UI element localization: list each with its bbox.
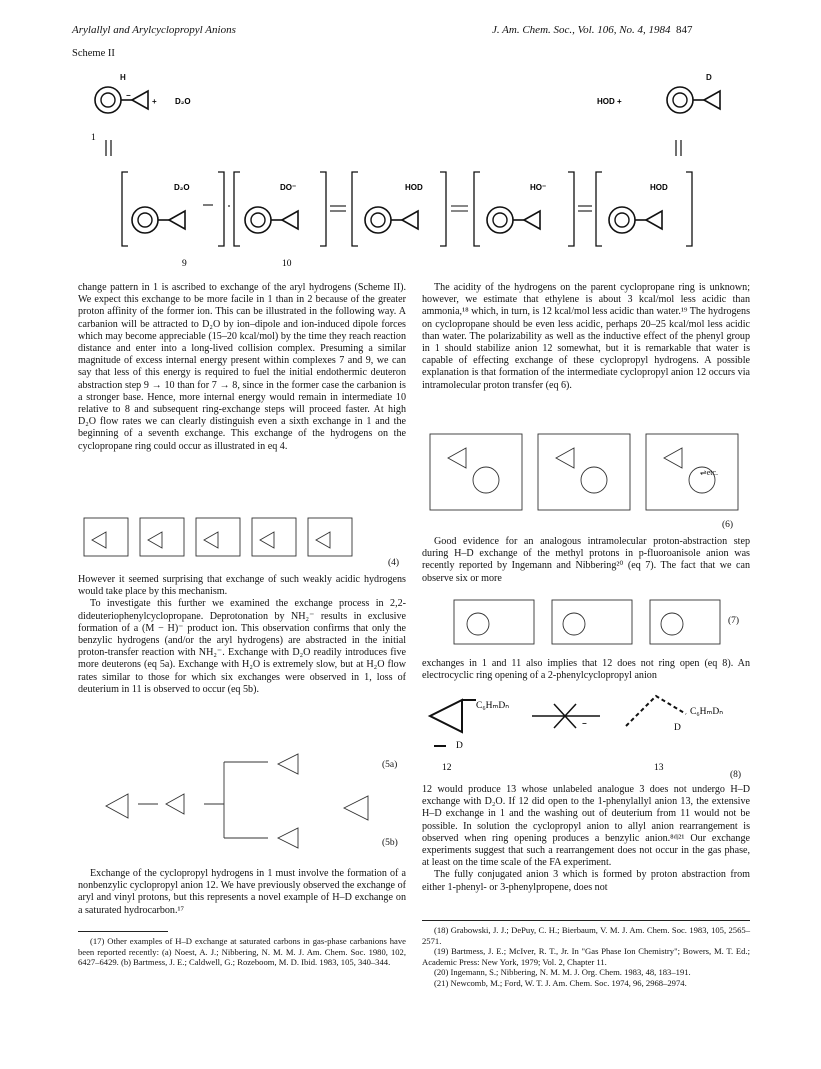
svg-text:H: H [120, 73, 126, 82]
left-paragraph-1: change pattern in 1 is ascribed to exchange of the aryl hydrogens (Scheme II). We expect this exchange to be more facile in 1 than in 2 because of the greater proton affinity of the former ion. This can be illustrated in the following way. A carbanion will be attracted to D₂O by ion–dipole and ion-induced dipole forces which may become appreciable (15–20 kcal/mol) by the time they reach reaction distance and enter into a long-lived collision complex. Presuming a similar magnitude of excess internal energy present within complexes 7 and 9, we can say that less of this energy is required to fuel the initial endothermic deuteron abstraction step 9 → 10 than for 7 → 8, since in the former case the carbanion is a stronger base. Hence, more internal energy would remain in intermediate 10 relative to 8 and subsequent ring-exchange steps will proceed faster. At high D₂O flow rates we can clearly distinguish even a sixth exchange in 1 and the beginning of a seventh exchange. This exchange of the hydrogens on the cyclopropane ring could occur as illustrated in eq 4. [78, 282, 406, 452]
footnote-19: (19) Bartmess, J. E.; McIver, R. T., Jr. In "Gas Phase Ion Chemistry"; Bowers, M. T. Ed.; Academic Press: New York, 1979; Vol. 2, Chapter 11. [422, 946, 750, 967]
svg-text:+: + [152, 97, 157, 106]
footnote-18: (18) Grabowski, J. J.; DePuy, C. H.; Bierbaum, V. M. J. Am. Chem. Soc. 1983, 105, 2565–2571. [422, 925, 750, 946]
footnote-rule-right [422, 920, 750, 921]
right-paragraph-5: The fully conjugated anion 3 which is formed by proton abstraction from either 1-phenyl- or 3-phenylpropene, does not [422, 869, 750, 893]
right-paragraph-1: The acidity of the hydrogens on the parent cyclopropane ring is unknown; however, we estimate that ethylene is about 3 kcal/mol less acidic than ammonia,¹⁸ which, in turn, is 12 kcal/mol less acidic than water.¹⁹ The hydrogens on cyclopropane should be even less acidic, perhaps 20–25 kcal/mol less acidic than water. The polarizability as well as the inductive effect of the phenyl group in 1 should stabilize anion 12 somewhat, but it is remarkable that water is capable of effecting exchange of these cyclopropyl hydrogens. A possible explanation is that formation of the intermediate cyclopropyl anion 12 occurs via intramolecular proton transfer (eq 6). [422, 282, 750, 391]
hod-product: HOD + [597, 97, 622, 106]
equation-7-figure [422, 596, 722, 648]
scheme-ii-figure [0, 0, 821, 280]
right-column-3 [422, 658, 750, 682]
footnote-17: (17) Other examples of H–D exchange at saturated carbons in gas-phase carbanions have been reported recently: (a) Noest, A. J.; Nibbering, N. M. M. J. Am. Chem. Soc. 1980, 102, 6427–6429. (b) Bartmess, J. E.; Caldwell, G.; Rozeboom, M. D. Ibid. 1983, 105, 340–344. [78, 936, 406, 967]
running-title: Arylallyl and Arylcyclopropyl Anions [72, 24, 236, 36]
eq8-substituent-2: C₆HₘDₙ [690, 707, 724, 717]
svg-text:D: D [456, 741, 463, 751]
left-column [78, 282, 406, 453]
right-column [422, 282, 750, 392]
svg-text:−: − [126, 91, 131, 100]
left-column-2 [78, 574, 406, 696]
right-column-2 [422, 536, 750, 585]
d2o-reagent: D₂O [175, 97, 191, 106]
right-paragraph-2: Good evidence for an analogous intramolecular proton-abstraction step during H–D exchange of the methyl protons in p-fluoroanisole anion was recently reported by Ingemann and Nibbering²⁰ (eq 7). The fact that we can observe six or more [422, 536, 750, 584]
left-column-3 [78, 868, 406, 917]
eq6-number: (6) [722, 520, 734, 530]
left-paragraph-3: To investigate this further we examined the exchange process in 2,2-dideuteriophenylcyclopropane. Deprotonation by NH₂⁻ results in exclusive formation of a (M − H)⁻ product ion. This observation confirms that only the benzylic hydrogens (and/or the aryl hydrogens) are abstracted in the initial proton-transfer reaction with NH₂⁻. Exchange with D₂O readily introduces five more deuterons (eq 5a). Exchange with H₂O is extremely slow, but at H₂O flow rates similar to those for which six exchanges were observed in 1, loss of deuterium in 11 is observed to occur (eq 5b). [78, 598, 406, 695]
complex-label-do: DO⁻ [280, 183, 297, 192]
left-paragraph-2: However it seemed surprising that exchange of such weakly acidic hydrogens would take place by this mechanism. [78, 574, 406, 598]
footnote-21: (21) Newcomb, M.; Ford, W. T. J. Am. Chem. Soc. 1974, 96, 2968–2974. [434, 977, 687, 988]
eq5a-number: (5a) [382, 760, 398, 770]
footnote-20: (20) Ingemann, S.; Nibbering, N. M. M. J. Org. Chem. 1983, 48, 183–191. [434, 967, 691, 977]
complex-label-d2o: D₂O [174, 183, 190, 192]
equation-5-figure [78, 746, 406, 858]
eq4-number: (4) [388, 558, 400, 568]
eq5b-number: (5b) [382, 838, 398, 848]
complex-label-ho: HO⁻ [530, 183, 547, 192]
eq7-number: (7) [728, 616, 740, 626]
page-number: 847 [676, 24, 693, 36]
equation-4-figure [78, 512, 406, 564]
svg-text:D: D [674, 723, 681, 733]
svg-text:−: − [582, 719, 587, 728]
right-paragraph-3: exchanges in 1 and 11 also implies that 12 does not ring open (eq 8). An electrocyclic ring opening of a 2-phenylcyclopropyl anion [422, 658, 750, 682]
compound-13-label: 13 [654, 763, 664, 773]
journal-citation: J. Am. Chem. Soc., Vol. 106, No. 4, 1984 847 [492, 24, 693, 36]
eq8-number: (8) [730, 770, 742, 780]
footnote-rule-left [78, 931, 168, 932]
complex-label-hod: HOD [405, 183, 423, 192]
compound-9-label: 9 [182, 259, 187, 269]
eq8-substituent-1: C₆HₘDₙ [476, 701, 510, 711]
right-column-4 [422, 784, 750, 894]
scheme-title: Scheme II [72, 48, 115, 59]
svg-text:D: D [706, 73, 712, 82]
compound-12-label: 12 [442, 763, 452, 773]
eq6-etc: ⇌etc. [700, 468, 719, 477]
equation-8-figure [422, 690, 750, 780]
right-paragraph-4: 12 would produce 13 whose unlabeled analogue 3 does not undergo H–D exchange with D₂O. If 12 did open to the 1-phenylallyl anion 13, the extensive H–D exchange in 1 and the washing out of deuterium from 11 would not be possible. In solution the cyclopropyl anion to allyl anion rearrangement is observed when ring opening produces a benzylic anion.⁸ᵈʲ²¹ Our exchange experiments suggest that such a rearrangement does not occur in the gas phase, at least on the time scale of the FA experiment. [422, 784, 750, 869]
compound-1-label: 1 [91, 133, 96, 143]
footnotes-right [422, 925, 750, 988]
complex-label-hod-2: HOD [650, 183, 668, 192]
compound-10-label: 10 [282, 259, 292, 269]
left-paragraph-4: Exchange of the cyclopropyl hydrogens in 1 must involve the formation of a nonbenzylic cyclopropyl anion 12. We have previously observed the exchange of aryl and vinyl protons, but this represents a novel example of H–D exchange on a saturated hydrocarbon.¹⁷ [78, 868, 406, 916]
